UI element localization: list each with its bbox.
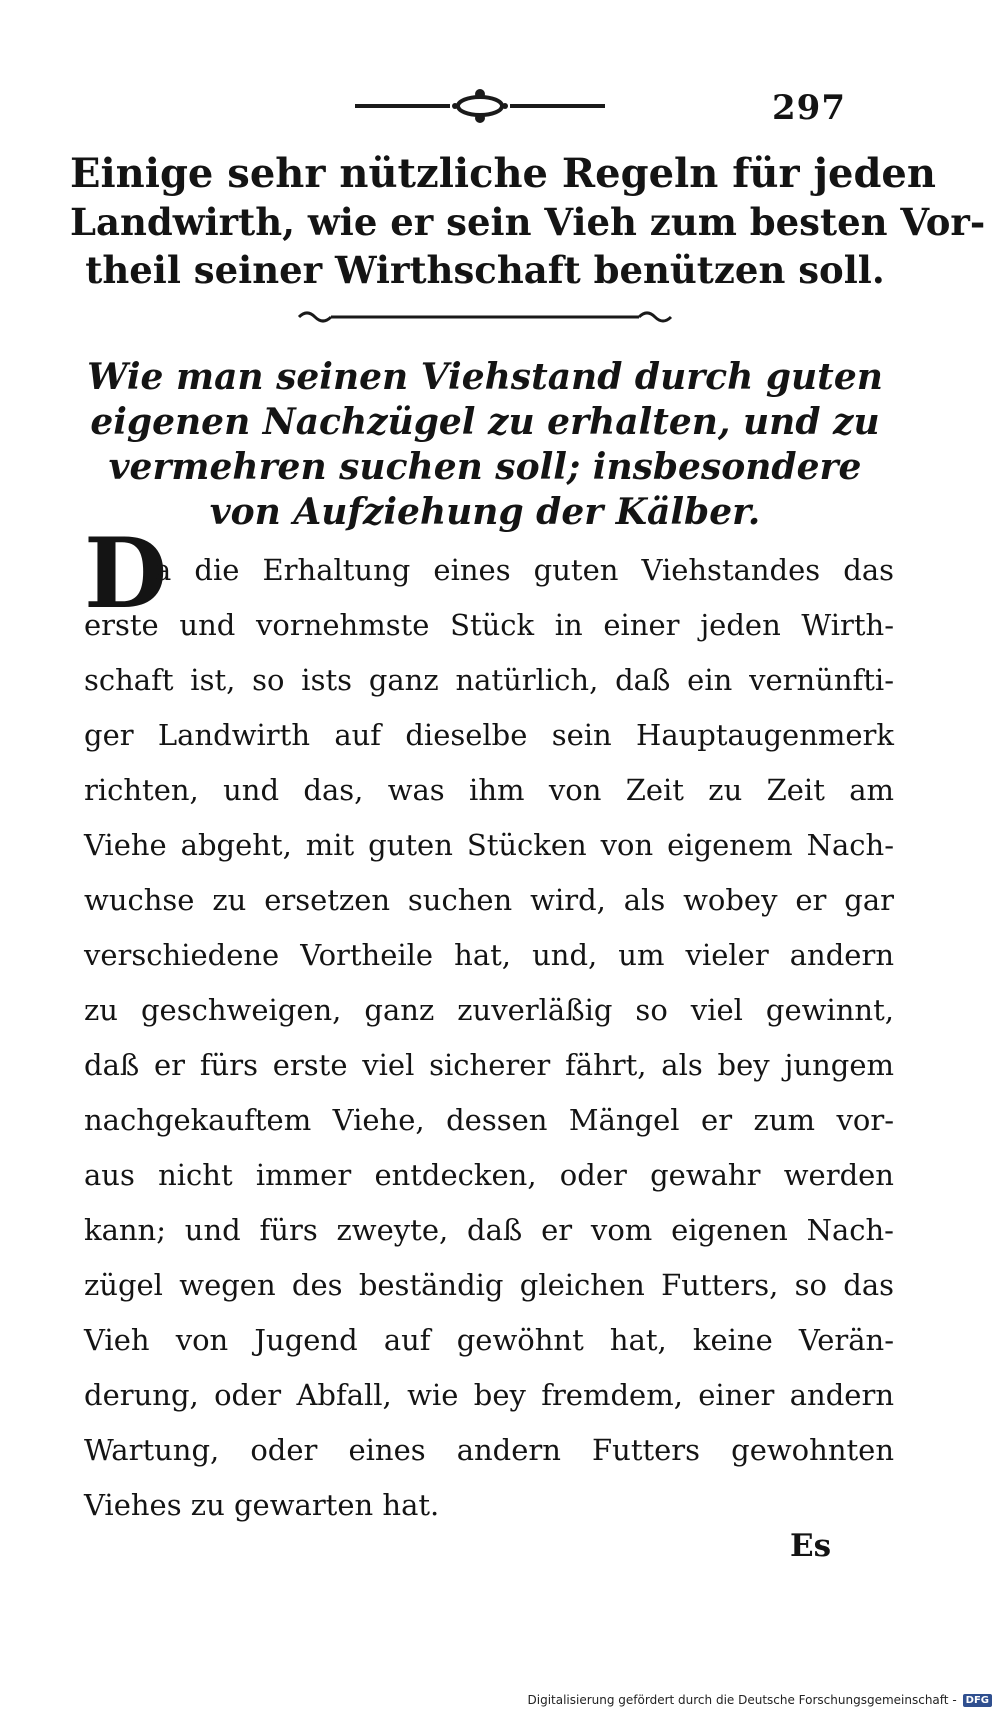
text-line: Vieh von Jugend auf gewöhnt hat, keine Verän-	[84, 1323, 894, 1357]
text-line: daß er fürs erste viel sicherer fährt, als bey jungem	[84, 1048, 894, 1082]
text-line: zu geschweigen, ganz zuverläßig so viel gewinnt,	[84, 993, 894, 1027]
title-line: Landwirth, wie er sein Vieh zum besten Vor-	[70, 200, 986, 244]
text-line: verschiedene Vortheile hat, und, um vieler andern	[84, 938, 894, 972]
section-heading-line: vermehren suchen soll; insbesondere	[108, 446, 862, 488]
text-line: schaft ist, so ists ganz natürlich, daß ein vernünfti-	[84, 663, 894, 697]
credit-text: Digitalisierung gefördert durch die Deutsche Forschungsgemeinschaft -	[527, 1693, 957, 1707]
section-heading-line: eigenen Nachzügel zu erhalten, und zu	[90, 401, 880, 443]
section-heading	[70, 355, 900, 535]
text-line: aus nicht immer entdecken, oder gewahr werden	[84, 1158, 894, 1192]
text-line: a die Erhaltung eines guten Viehstandes das	[154, 553, 894, 587]
digitization-credit	[528, 1693, 993, 1707]
text-line: Viehes zu gewarten hat.	[84, 1488, 440, 1522]
section-heading-line: Wie man seinen Viehstand durch guten	[87, 356, 883, 398]
title-line: theil seiner Wirthschaft benützen soll.	[85, 248, 885, 292]
text-line: wuchse zu ersetzen suchen wird, als wobey er gar	[84, 883, 894, 917]
catchword: Es	[790, 1528, 832, 1564]
text-line: derung, oder Abfall, wie bey fremdem, einer andern	[84, 1378, 894, 1412]
chapter-title	[70, 150, 986, 294]
title-line: Einige sehr nützliche Regeln für jeden	[70, 150, 936, 197]
text-line: ger Landwirth auf dieselbe sein Hauptaugenmerk	[84, 718, 894, 752]
text-line: erste und vornehmste Stück in einer jeden Wirth-	[84, 608, 894, 642]
text-line: Wartung, oder eines andern Futters gewohnten	[84, 1433, 894, 1467]
section-heading-line: von Aufziehung der Kälber.	[209, 491, 761, 533]
body-paragraph	[84, 543, 894, 1533]
text-line: nachgekauftem Viehe, dessen Mängel er zum vor-	[84, 1103, 894, 1137]
text-line: Viehe abgeht, mit guten Stücken von eigenem Nach-	[84, 828, 894, 862]
drop-capital: D	[84, 517, 168, 630]
text-line: kann; und fürs zweyte, daß er vom eigenen Nach-	[84, 1213, 894, 1247]
page-number: 297	[772, 88, 846, 128]
divider-ornament	[295, 305, 675, 329]
text-line: zügel wegen des beständig gleichen Futters, so das	[84, 1268, 894, 1302]
text-line: richten, und das, was ihm von Zeit zu Zeit am	[84, 773, 894, 807]
dfg-logo: DFG	[963, 1694, 992, 1707]
top-ornament	[355, 86, 605, 126]
